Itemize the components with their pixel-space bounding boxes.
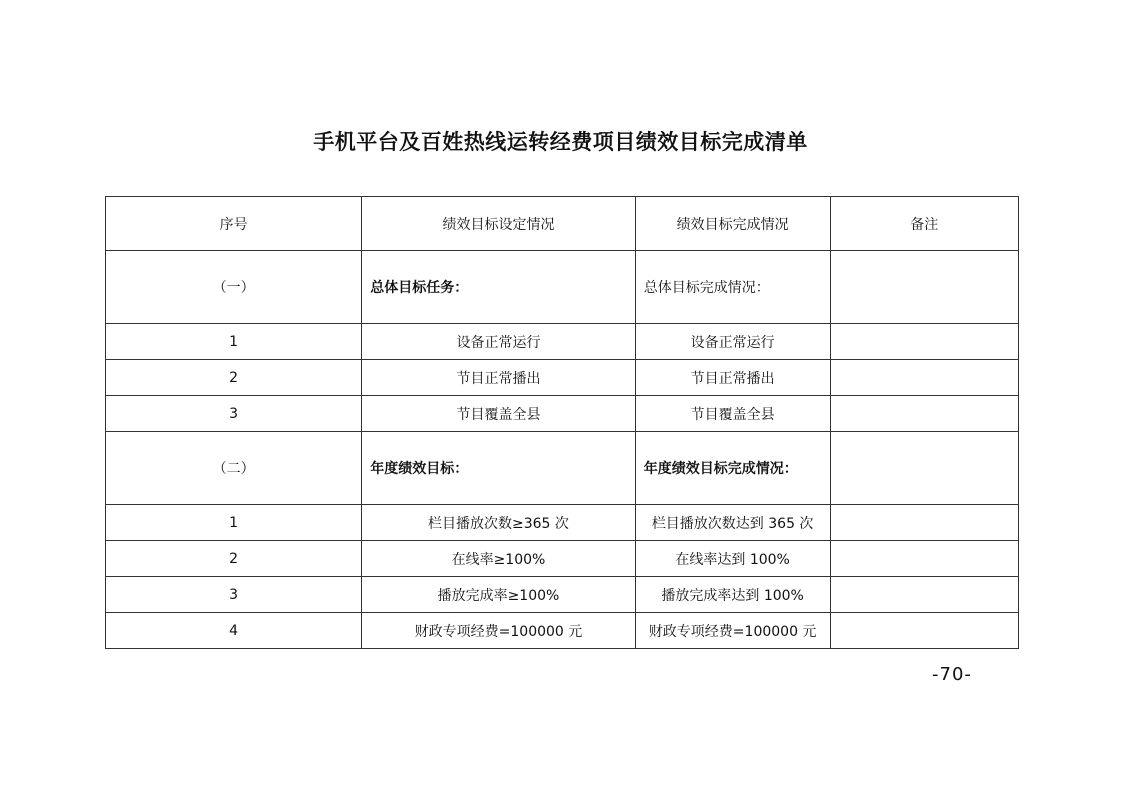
table-row <box>106 324 1019 360</box>
section-row <box>106 251 1019 324</box>
row-index: 3 <box>106 396 362 432</box>
section-index: （一） <box>106 251 362 324</box>
performance-goals-table <box>105 196 1019 649</box>
section-plan-heading: 总体目标任务： <box>362 251 635 324</box>
section-note <box>830 251 1018 324</box>
row-plan: 财政专项经费=100000 元 <box>362 613 635 649</box>
row-done: 播放完成率达到 100% <box>635 577 830 613</box>
section-row <box>106 432 1019 505</box>
row-note <box>830 577 1018 613</box>
table-row <box>106 541 1019 577</box>
row-done: 节目覆盖全县 <box>635 396 830 432</box>
row-note <box>830 324 1018 360</box>
section-note <box>830 432 1018 505</box>
page-number: -70- <box>932 664 972 685</box>
row-note <box>830 396 1018 432</box>
row-note <box>830 541 1018 577</box>
row-note <box>830 613 1018 649</box>
row-note <box>830 505 1018 541</box>
row-plan: 在线率≥100% <box>362 541 635 577</box>
header-remarks: 备注 <box>830 197 1018 251</box>
row-done: 节目正常播出 <box>635 360 830 396</box>
header-goal-setting: 绩效目标设定情况 <box>362 197 635 251</box>
row-index: 4 <box>106 613 362 649</box>
table-row <box>106 396 1019 432</box>
header-goal-completion: 绩效目标完成情况 <box>635 197 830 251</box>
row-plan: 节目覆盖全县 <box>362 396 635 432</box>
section-done-heading: 总体目标完成情况： <box>635 251 830 324</box>
header-index: 序号 <box>106 197 362 251</box>
row-done: 在线率达到 100% <box>635 541 830 577</box>
row-index: 3 <box>106 577 362 613</box>
row-plan: 节目正常播出 <box>362 360 635 396</box>
page-title: 手机平台及百姓热线运转经费项目绩效目标完成清单 <box>313 130 808 154</box>
row-done: 栏目播放次数达到 365 次 <box>635 505 830 541</box>
row-note <box>830 360 1018 396</box>
table-header-row <box>106 197 1019 251</box>
section-index: （二） <box>106 432 362 505</box>
table-row <box>106 505 1019 541</box>
row-plan: 设备正常运行 <box>362 324 635 360</box>
row-done: 设备正常运行 <box>635 324 830 360</box>
row-done: 财政专项经费=100000 元 <box>635 613 830 649</box>
row-index: 1 <box>106 324 362 360</box>
row-index: 2 <box>106 541 362 577</box>
section-plan-heading: 年度绩效目标： <box>362 432 635 505</box>
row-plan: 栏目播放次数≥365 次 <box>362 505 635 541</box>
table-row <box>106 613 1019 649</box>
row-index: 2 <box>106 360 362 396</box>
row-index: 1 <box>106 505 362 541</box>
row-plan: 播放完成率≥100% <box>362 577 635 613</box>
table-row <box>106 577 1019 613</box>
section-done-heading: 年度绩效目标完成情况： <box>635 432 830 505</box>
table-row <box>106 360 1019 396</box>
